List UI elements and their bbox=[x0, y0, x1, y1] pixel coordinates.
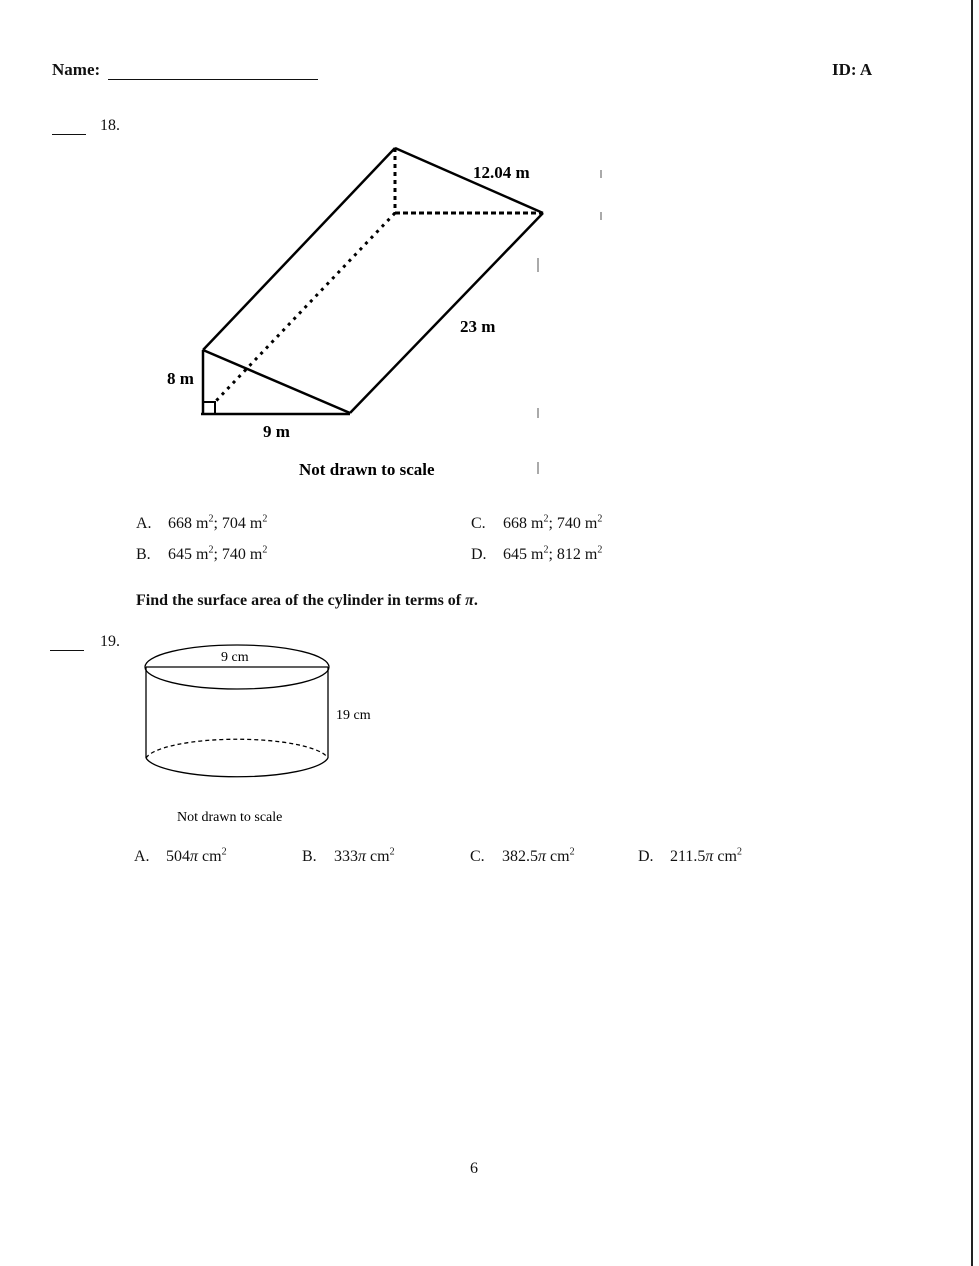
choice-18-c[interactable]: C. 668 $m^2$; 740 $m^2$ bbox=[471, 513, 603, 532]
instruction-cylinder: Find the surface area of the cylinder in terms of π. bbox=[136, 592, 478, 609]
scale-note-19: Not drawn to scale bbox=[177, 810, 283, 825]
choice-18-a[interactable]: A. 668 $m^2$; 704 $m^2$ bbox=[136, 513, 268, 532]
label-height: 8 m bbox=[167, 369, 194, 388]
label-diameter: 9 cm bbox=[221, 650, 249, 665]
choice-19-c[interactable]: C. 382.5π $cm^2$ bbox=[470, 846, 575, 865]
question-number-19: 19. bbox=[100, 633, 120, 650]
question-number-18: 18. bbox=[100, 117, 120, 134]
cylinder-bottom-back bbox=[146, 739, 328, 758]
choice-19-b[interactable]: B. 333π $cm^2$ bbox=[302, 846, 395, 865]
page-number: 6 bbox=[470, 1160, 478, 1177]
label-base: 9 m bbox=[263, 422, 290, 441]
name-label: Name: bbox=[52, 60, 101, 79]
label-length: 23 m bbox=[460, 317, 496, 336]
choice-19-d[interactable]: D. 211.5π $cm^2$ bbox=[638, 846, 742, 865]
choice-18-b[interactable]: B. 645 $m^2$; 740 $m^2$ bbox=[136, 544, 268, 563]
id-label: ID: A bbox=[832, 60, 873, 79]
choice-18-d[interactable]: D. 645 $m^2$; 812 $m^2$ bbox=[471, 544, 603, 563]
cylinder-bottom-front bbox=[146, 758, 328, 777]
choice-19-a[interactable]: A. 504π $cm^2$ bbox=[134, 846, 227, 865]
scale-note-18: Not drawn to scale bbox=[299, 460, 435, 479]
label-hypotenuse: 12.04 m bbox=[473, 163, 530, 182]
label-cylinder-height: 19 cm bbox=[336, 708, 371, 723]
